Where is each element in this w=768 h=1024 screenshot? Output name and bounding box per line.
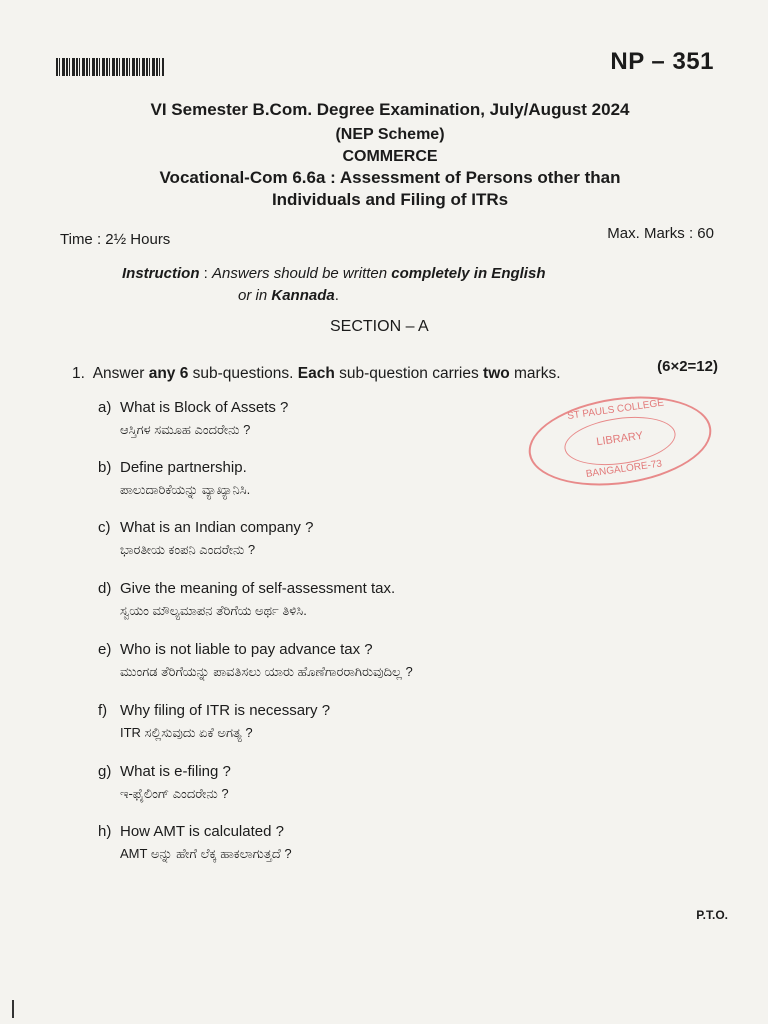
subq-kannada: ಇ-ಫೈಲಿಂಗ್ ಎಂದರೇನು ? bbox=[120, 786, 229, 801]
instruction-bold2: Kannada bbox=[271, 287, 335, 304]
subq-english: Give the meaning of self-assessment tax. bbox=[120, 580, 396, 597]
section-heading: SECTION – A bbox=[330, 318, 429, 335]
subq-english: Why filing of ITR is necessary ? bbox=[120, 702, 331, 719]
exam-title: VI Semester B.Com. Degree Examination, July/August 2024 bbox=[150, 100, 630, 119]
subq-letter: b) bbox=[98, 459, 112, 476]
q1-text2: sub-questions. bbox=[188, 365, 298, 382]
subq-kannada: ಮುಂಗಡ ತೆರಿಗೆಯನ್ನು ಪಾವತಿಸಲು ಯಾರು ಹೊಣೆಗಾರರಾಗಿರುವುದಿಲ್ಲ ? bbox=[120, 664, 413, 679]
q1-bold3: two bbox=[483, 365, 510, 382]
page-edge-mark bbox=[12, 1000, 14, 1018]
subquestion-a bbox=[98, 397, 288, 441]
pto-marker: P.T.O. bbox=[696, 908, 728, 922]
subq-english: How AMT is calculated ? bbox=[120, 823, 284, 840]
instruction-bold1: completely in English bbox=[391, 265, 546, 282]
subq-kannada: ಆಸ್ತಿಗಳ ಸಮೂಹ ಎಂದರೇನು ? bbox=[120, 422, 251, 437]
stamp-top-text: ST PAULS COLLEGE bbox=[566, 397, 665, 423]
subq-kannada: ಸ್ವಯಂ ಮೌಲ್ಯಮಾಪನ ತೆರಿಗೆಯ ಅರ್ಥ ತಿಳಿಸಿ. bbox=[120, 603, 307, 618]
subquestion-g bbox=[98, 761, 231, 805]
q1-bold1: any 6 bbox=[148, 365, 189, 382]
subq-letter: c) bbox=[98, 519, 111, 536]
subq-letter: g) bbox=[98, 763, 112, 780]
time-allowed: Time : 2½ Hours bbox=[60, 231, 171, 248]
subq-letter: h) bbox=[98, 823, 112, 840]
instruction-text2: or in bbox=[238, 287, 272, 304]
question-1 bbox=[72, 365, 561, 383]
subq-english: What is an Indian company ? bbox=[120, 519, 314, 536]
question-number: 1. bbox=[72, 365, 85, 382]
subq-letter: e) bbox=[98, 641, 112, 658]
subq-letter: d) bbox=[98, 580, 112, 597]
subquestion-b bbox=[98, 457, 250, 501]
subquestion-h bbox=[98, 821, 292, 865]
subq-english: Who is not liable to pay advance tax ? bbox=[120, 641, 373, 658]
q1-text1: Answer bbox=[92, 365, 149, 382]
subject: COMMERCE bbox=[342, 148, 438, 165]
subq-english: What is e-filing ? bbox=[120, 763, 231, 780]
paper-title-line2: Individuals and Filing of ITRs bbox=[271, 190, 509, 209]
instruction-text1: Answers should be written bbox=[212, 265, 392, 282]
subq-kannada: ಪಾಲುದಾರಿಕೆಯನ್ನು ವ್ಯಾಖ್ಯಾನಿಸಿ. bbox=[120, 482, 251, 497]
subq-letter: f) bbox=[98, 702, 108, 719]
subq-kannada: AMT ಅನ್ನು ಹೇಗೆ ಲೆಕ್ಕ ಹಾಕಲಾಗುತ್ತದೆ ? bbox=[120, 846, 292, 861]
q1-text4: marks. bbox=[509, 365, 561, 382]
subq-kannada: ಭಾರತೀಯ ಕಂಪನಿ ಎಂದರೇನು ? bbox=[120, 542, 256, 557]
subquestion-f bbox=[98, 700, 330, 744]
subquestion-d bbox=[98, 578, 395, 622]
question-1-marks: (6×2=12) bbox=[657, 358, 718, 375]
subquestion-e bbox=[98, 639, 413, 683]
library-stamp bbox=[523, 386, 717, 497]
q1-text3: sub-question carries bbox=[334, 365, 484, 382]
subquestion-c bbox=[98, 517, 313, 561]
subq-letter: a) bbox=[98, 399, 112, 416]
instruction-sep: : bbox=[199, 265, 213, 282]
barcode bbox=[56, 58, 164, 76]
q1-bold2: Each bbox=[297, 365, 335, 382]
instruction-label: Instruction bbox=[122, 265, 200, 282]
max-marks: Max. Marks : 60 bbox=[607, 225, 714, 242]
subq-english: What is Block of Assets ? bbox=[120, 399, 289, 416]
subq-kannada: ITR ಸಲ್ಲಿಸುವುದು ಏಕೆ ಅಗತ್ಯ ? bbox=[120, 725, 253, 740]
instruction bbox=[122, 263, 545, 307]
subq-english: Define partnership. bbox=[120, 459, 247, 476]
stamp-middle-text: LIBRARY bbox=[595, 429, 644, 449]
paper-code: NP – 351 bbox=[610, 48, 714, 75]
paper-title-line1: Vocational-Com 6.6a : Assessment of Persons other than bbox=[159, 168, 621, 187]
stamp-bottom-text: BANGALORE-73 bbox=[585, 458, 663, 481]
scheme: (NEP Scheme) bbox=[335, 126, 445, 143]
instruction-end: . bbox=[334, 287, 339, 304]
